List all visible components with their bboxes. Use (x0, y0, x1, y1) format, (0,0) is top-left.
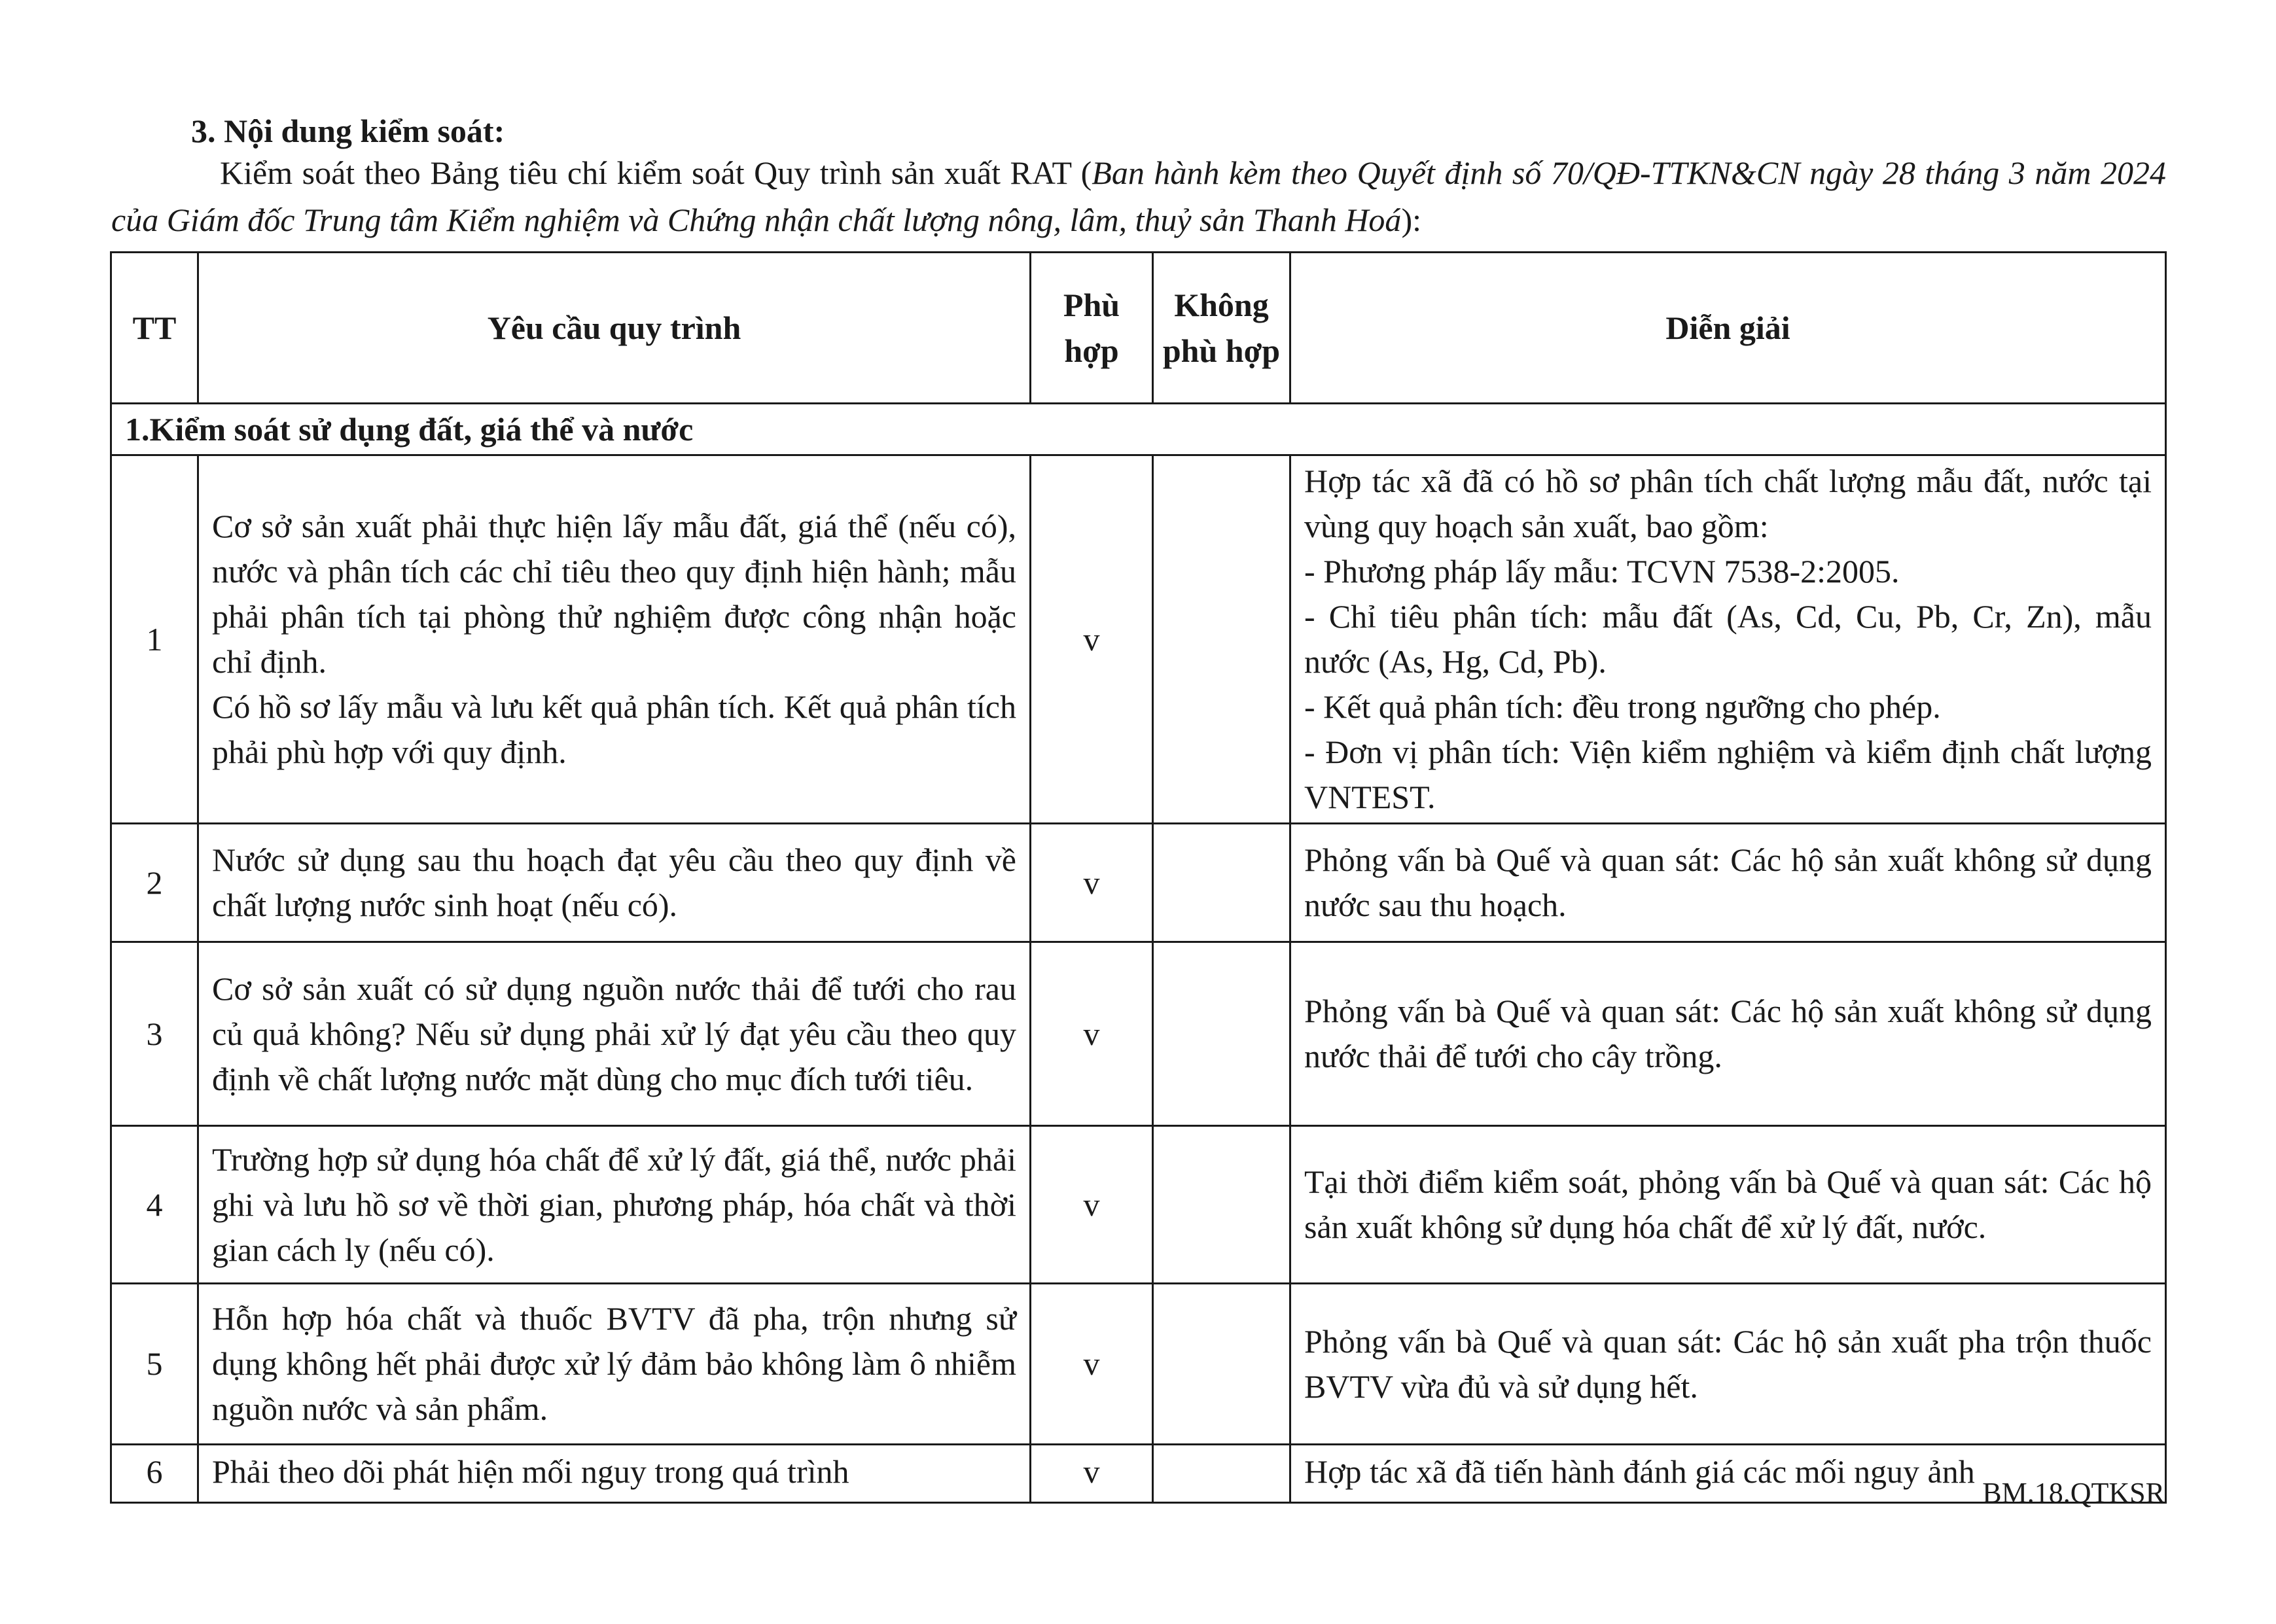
non-compliant-mark (1153, 942, 1290, 1126)
compliant-mark: v (1031, 942, 1153, 1126)
explanation-text: Phỏng vấn bà Quế và quan sát: Các hộ sản xuất không sử dụng nước sau thu hoạch. (1290, 824, 2166, 942)
section-heading: 3. Nội dung kiểm soát: (191, 113, 505, 149)
explanation-line: Hợp tác xã đã có hồ sơ phân tích chất lượng mẫu đất, nước tại vùng quy hoạch sản xuất, bao gồm: (1304, 463, 2152, 544)
group-title: 1.Kiểm soát sử dụng đất, giá thể và nước (111, 404, 2166, 455)
non-compliant-mark (1153, 1445, 1290, 1503)
row-number: 4 (111, 1126, 198, 1284)
requirement-text: Cơ sở sản xuất có sử dụng nguồn nước thải để tưới cho rau củ quả không? Nếu sử dụng phải xử lý đạt yêu cầu theo quy định về chất lượng nước mặt dùng cho mục đích tưới tiêu. (198, 942, 1031, 1126)
table-row (111, 1445, 2166, 1503)
non-compliant-mark (1153, 1284, 1290, 1445)
non-compliant-mark (1153, 1126, 1290, 1284)
requirement-text: Hỗn hợp hóa chất và thuốc BVTV đã pha, trộn nhưng sử dụng không hết phải được xử lý đảm bảo không làm ô nhiễm nguồn nước và sản phẩm. (198, 1284, 1031, 1445)
compliant-mark: v (1031, 1284, 1153, 1445)
header-compliant: Phù hợp (1031, 253, 1153, 404)
table-row (111, 1126, 2166, 1284)
explanation-text: Hợp tác xã đã tiến hành đánh giá các mối nguy ảnh (1290, 1445, 2166, 1503)
non-compliant-mark (1153, 824, 1290, 942)
compliant-mark: v (1031, 455, 1153, 824)
intro-decision-reference: Ban hành kèm theo Quyết định số 70/QĐ-TTKN&CN ngày 28 tháng 3 năm 2024 của Giám đốc Trung tâm Kiểm nghiệm và Chứng nhận chất lượng nông, lâm, thuỷ sản Thanh Hoá (111, 154, 2166, 238)
header-explanation: Diễn giải (1290, 253, 2166, 404)
row-number: 5 (111, 1284, 198, 1445)
row-number: 2 (111, 824, 198, 942)
compliant-mark: v (1031, 1445, 1153, 1503)
table-header-row (111, 253, 2166, 404)
row-number: 6 (111, 1445, 198, 1503)
requirement-text: Trường hợp sử dụng hóa chất để xử lý đất, giá thể, nước phải ghi và lưu hồ sơ về thời gian, phương pháp, hóa chất và thời gian cách ly (nếu có). (198, 1126, 1031, 1284)
explanation-line: - Đơn vị phân tích: Viện kiểm nghiệm và kiểm định chất lượng VNTEST. (1304, 733, 2152, 815)
requirement-text: Nước sử dụng sau thu hoạch đạt yêu cầu theo quy định về chất lượng nước sinh hoạt (nếu có). (198, 824, 1031, 942)
non-compliant-mark (1153, 455, 1290, 824)
explanation-line: - Phương pháp lấy mẫu: TCVN 7538-2:2005. (1304, 553, 1900, 590)
explanation-line: - Kết quả phân tích: đều trong ngưỡng cho phép. (1304, 688, 1941, 725)
requirement-text: Phải theo dõi phát hiện mối nguy trong quá trình (198, 1445, 1031, 1503)
table-row (111, 942, 2166, 1126)
compliant-mark: v (1031, 1126, 1153, 1284)
table-row (111, 455, 2166, 824)
header-tt: TT (111, 253, 198, 404)
compliant-mark: v (1031, 824, 1153, 942)
explanation-text: Phỏng vấn bà Quế và quan sát: Các hộ sản xuất không sử dụng nước thải để tưới cho cây trồng. (1290, 942, 2166, 1126)
header-requirement: Yêu cầu quy trình (198, 253, 1031, 404)
explanation-line: - Chỉ tiêu phân tích: mẫu đất (As, Cd, Cu, Pb, Cr, Zn), mẫu nước (As, Hg, Cd, Pb). (1304, 598, 2152, 680)
requirement-text: Cơ sở sản xuất phải thực hiện lấy mẫu đất, giá thể (nếu có), nước và phân tích các chỉ tiêu theo quy định hiện hành; mẫu phải phân tích tại phòng thử nghiệm được công nhận hoặc chỉ định. (212, 508, 1016, 680)
explanation-cell (1290, 455, 2166, 824)
row-number: 1 (111, 455, 198, 824)
document-code: BM.18.QTKSR (1982, 1477, 2165, 1509)
row-number: 3 (111, 942, 198, 1126)
explanation-text: Phỏng vấn bà Quế và quan sát: Các hộ sản xuất pha trộn thuốc BVTV vừa đủ và sử dụng hết. (1290, 1284, 2166, 1445)
control-criteria-table (110, 251, 2167, 1504)
intro-paragraph (111, 149, 2166, 243)
intro-closing: ): (1401, 202, 1421, 238)
requirement-cell (198, 455, 1031, 824)
explanation-text: Tại thời điểm kiểm soát, phỏng vấn bà Quế và quan sát: Các hộ sản xuất không sử dụng hóa chất để xử lý đất, nước. (1290, 1126, 2166, 1284)
group-row (111, 404, 2166, 455)
table-row (111, 824, 2166, 942)
header-non-compliant: Không phù hợp (1153, 253, 1290, 404)
requirement-text-2: Có hồ sơ lấy mẫu và lưu kết quả phân tích. Kết quả phân tích phải phù hợp với quy định. (212, 688, 1016, 770)
table-row (111, 1284, 2166, 1445)
intro-text: Kiểm soát theo Bảng tiêu chí kiểm soát Quy trình sản xuất RAT ( (220, 154, 1092, 191)
